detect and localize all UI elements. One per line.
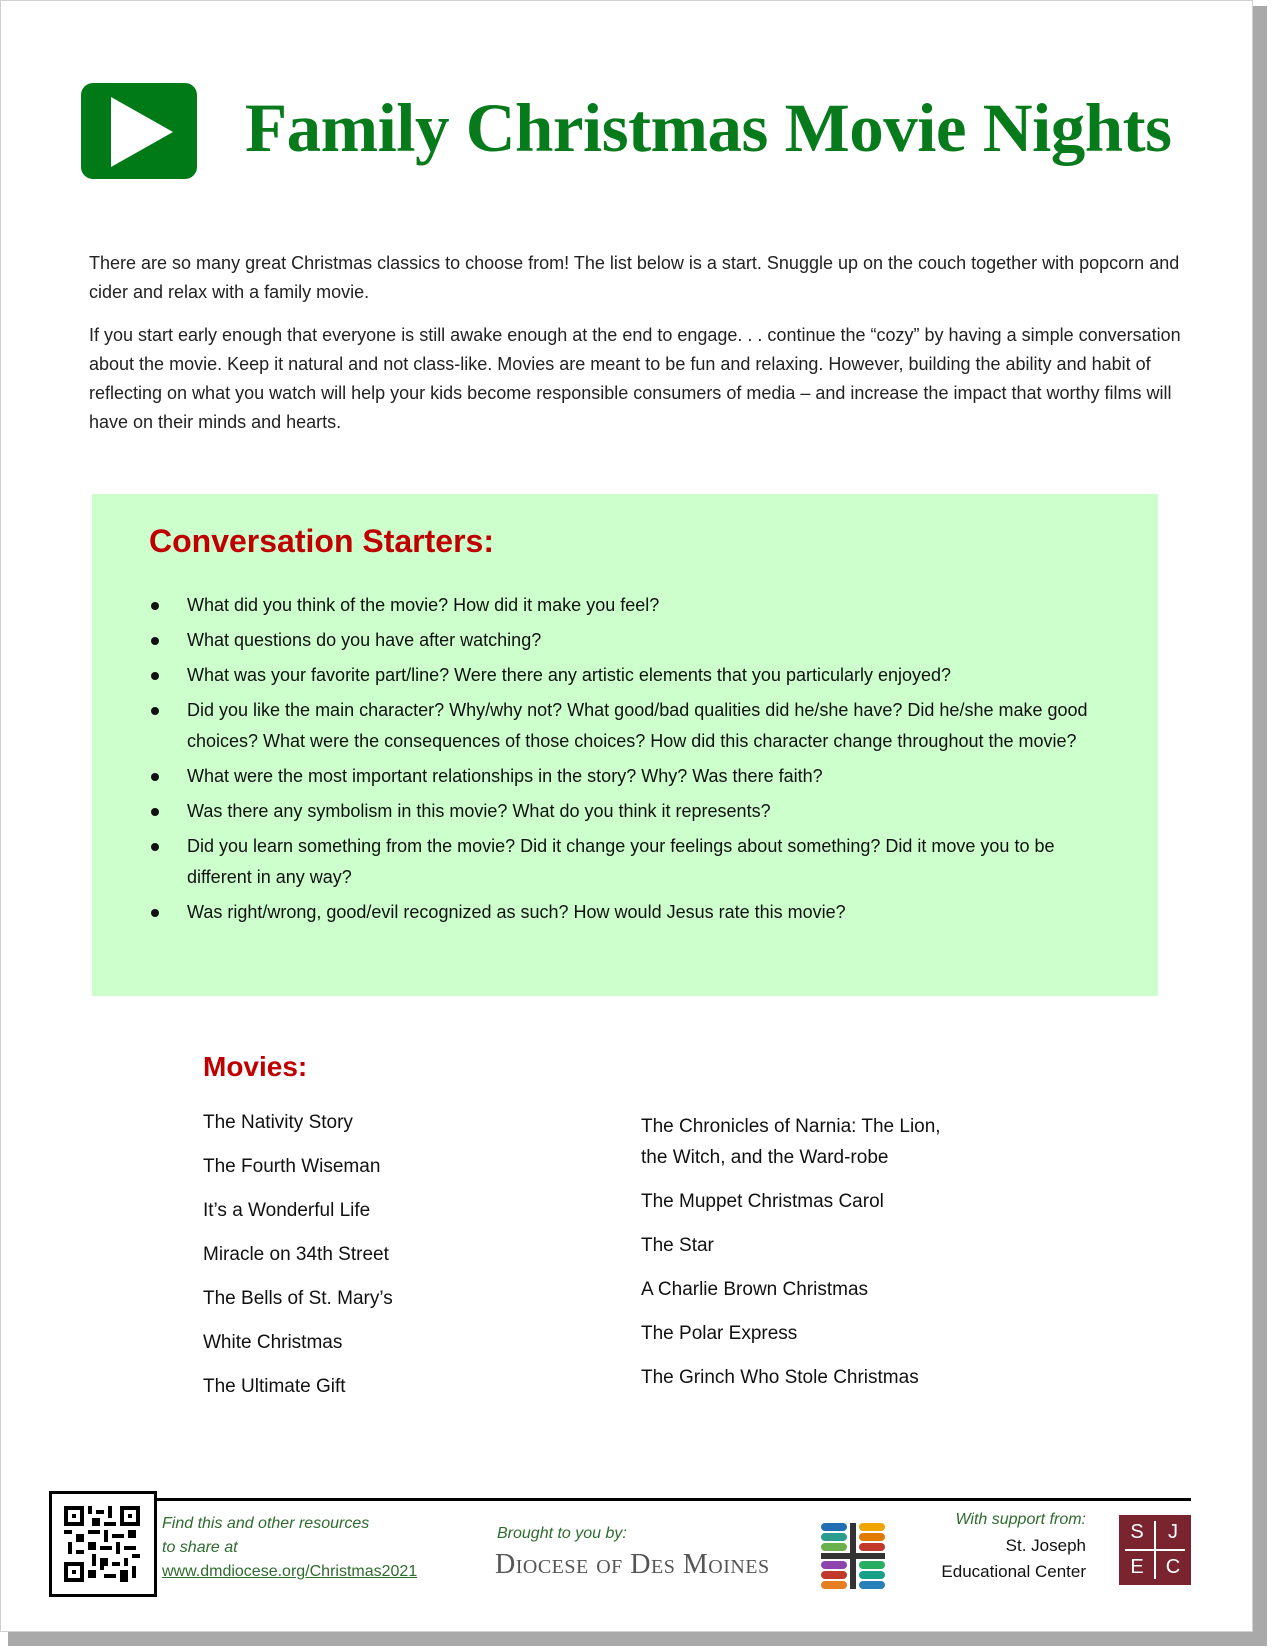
page-shadow-right <box>1253 6 1267 1646</box>
bullet-icon <box>151 808 159 816</box>
bullet-icon <box>151 707 159 715</box>
bullet-icon <box>151 909 159 917</box>
movies-list-right <box>641 1111 941 1406</box>
list-item-text: Was there any symbolism in this movie? What do you think it represents? <box>187 801 771 821</box>
footer-divider <box>49 1498 1191 1501</box>
movie-item: The Bells of St. Mary’s <box>203 1288 393 1309</box>
resource-note-line-2: to share at <box>162 1539 238 1556</box>
list-item-text: What was your favorite part/line? Were there any artistic elements that you particularly enjoyed? <box>187 665 952 685</box>
intro-paragraph-1: There are so many great Christmas classics to choose from! The list below is a start. Snuggle up on the couch together with popcorn and cider and relax with a family movie. <box>89 253 1180 302</box>
conversation-starters-list <box>149 590 1089 932</box>
list-item <box>149 590 1089 621</box>
movie-item: Miracle on 34th Street <box>203 1244 389 1265</box>
sjec-divider <box>1125 1549 1185 1551</box>
qr-code-icon[interactable] <box>49 1491 157 1597</box>
resource-link[interactable]: www.dmdiocese.org/Christmas2021 <box>162 1563 418 1580</box>
bullet-icon <box>151 637 159 645</box>
movie-item: The Star <box>641 1235 714 1256</box>
intro-paragraph-2: If you start early enough that everyone is still awake enough at the end to engage. . . continue the “cozy” by having a simple conversation about the movie. Keep it natural and not class-like. Movies are meant to be fun and relaxing. However, building the ability and habit of reflecting on what you watch will help your kids become responsible consumers of media – and increase the impact that worthy films will have on their minds and hearts. <box>89 325 1181 432</box>
support-org-line-2: Educational Center <box>941 1562 1086 1581</box>
list-item <box>149 660 1089 691</box>
bullet-icon <box>151 843 159 851</box>
list-item-text: Was right/wrong, good/evil recognized as such? How would Jesus rate this movie? <box>187 902 846 922</box>
diocese-name: Diocese of Des Moines <box>495 1549 770 1580</box>
list-item-text: Did you learn something from the movie? Did it change your feelings about something? Did it move you to be different in any way? <box>187 836 1055 887</box>
page-shadow-bottom <box>8 1632 1267 1646</box>
list-item-text: What questions do you have after watching? <box>187 630 542 650</box>
bullet-icon <box>151 602 159 610</box>
list-item-text: Did you like the main character? Why/why not? What good/bad qualities did he/she have? Did he/she make good choices? What were the consequences of those choices? How did this character change throughout the movie? <box>187 700 1088 751</box>
intro-section <box>89 249 1189 451</box>
movie-item: The Ultimate Gift <box>203 1376 346 1397</box>
sjec-letter: C <box>1165 1556 1181 1578</box>
list-item <box>149 695 1089 757</box>
sjec-letter: E <box>1130 1556 1144 1578</box>
play-icon <box>81 83 197 179</box>
support-org-line-1: St. Joseph <box>1005 1536 1086 1555</box>
sjec-letter: S <box>1130 1521 1144 1543</box>
list-item <box>149 897 1089 928</box>
conversation-starters-heading: Conversation Starters: <box>149 523 494 559</box>
list-item-text: What were the most important relationships in the story? Why? Was there faith? <box>187 766 823 786</box>
sjec-letter: J <box>1168 1521 1178 1543</box>
list-item <box>149 625 1089 656</box>
support-label: With support from: <box>955 1511 1086 1528</box>
movie-item: It’s a Wonderful Life <box>203 1200 371 1221</box>
list-item <box>149 831 1089 893</box>
movie-item: The Nativity Story <box>203 1112 353 1133</box>
movie-item: The Chronicles of Narnia: The Lion, the Witch, and the Ward-robe <box>641 1116 941 1168</box>
brought-to-you-label: Brought to you by: <box>497 1525 627 1542</box>
movie-item: The Fourth Wiseman <box>203 1156 381 1177</box>
movies-heading: Movies: <box>203 1051 308 1082</box>
page-title: Family Christmas Movie Nights <box>245 90 1172 166</box>
movie-item: White Christmas <box>203 1332 343 1353</box>
bullet-icon <box>151 672 159 680</box>
resource-note <box>162 1512 417 1584</box>
list-item-text: What did you think of the movie? How did it make you feel? <box>187 595 660 615</box>
list-item <box>149 761 1089 792</box>
list-item <box>149 796 1089 827</box>
diocese-logo-icon <box>821 1523 885 1594</box>
bullet-icon <box>151 773 159 781</box>
resource-note-line-1: Find this and other resources <box>162 1515 370 1532</box>
movie-item: The Polar Express <box>641 1323 798 1344</box>
movie-item: The Muppet Christmas Carol <box>641 1191 884 1212</box>
sjec-logo <box>1119 1515 1191 1585</box>
movie-item: The Grinch Who Stole Christmas <box>641 1367 919 1388</box>
movies-list-left <box>203 1107 563 1415</box>
support-block <box>941 1507 1086 1585</box>
movie-item: A Charlie Brown Christmas <box>641 1279 869 1300</box>
